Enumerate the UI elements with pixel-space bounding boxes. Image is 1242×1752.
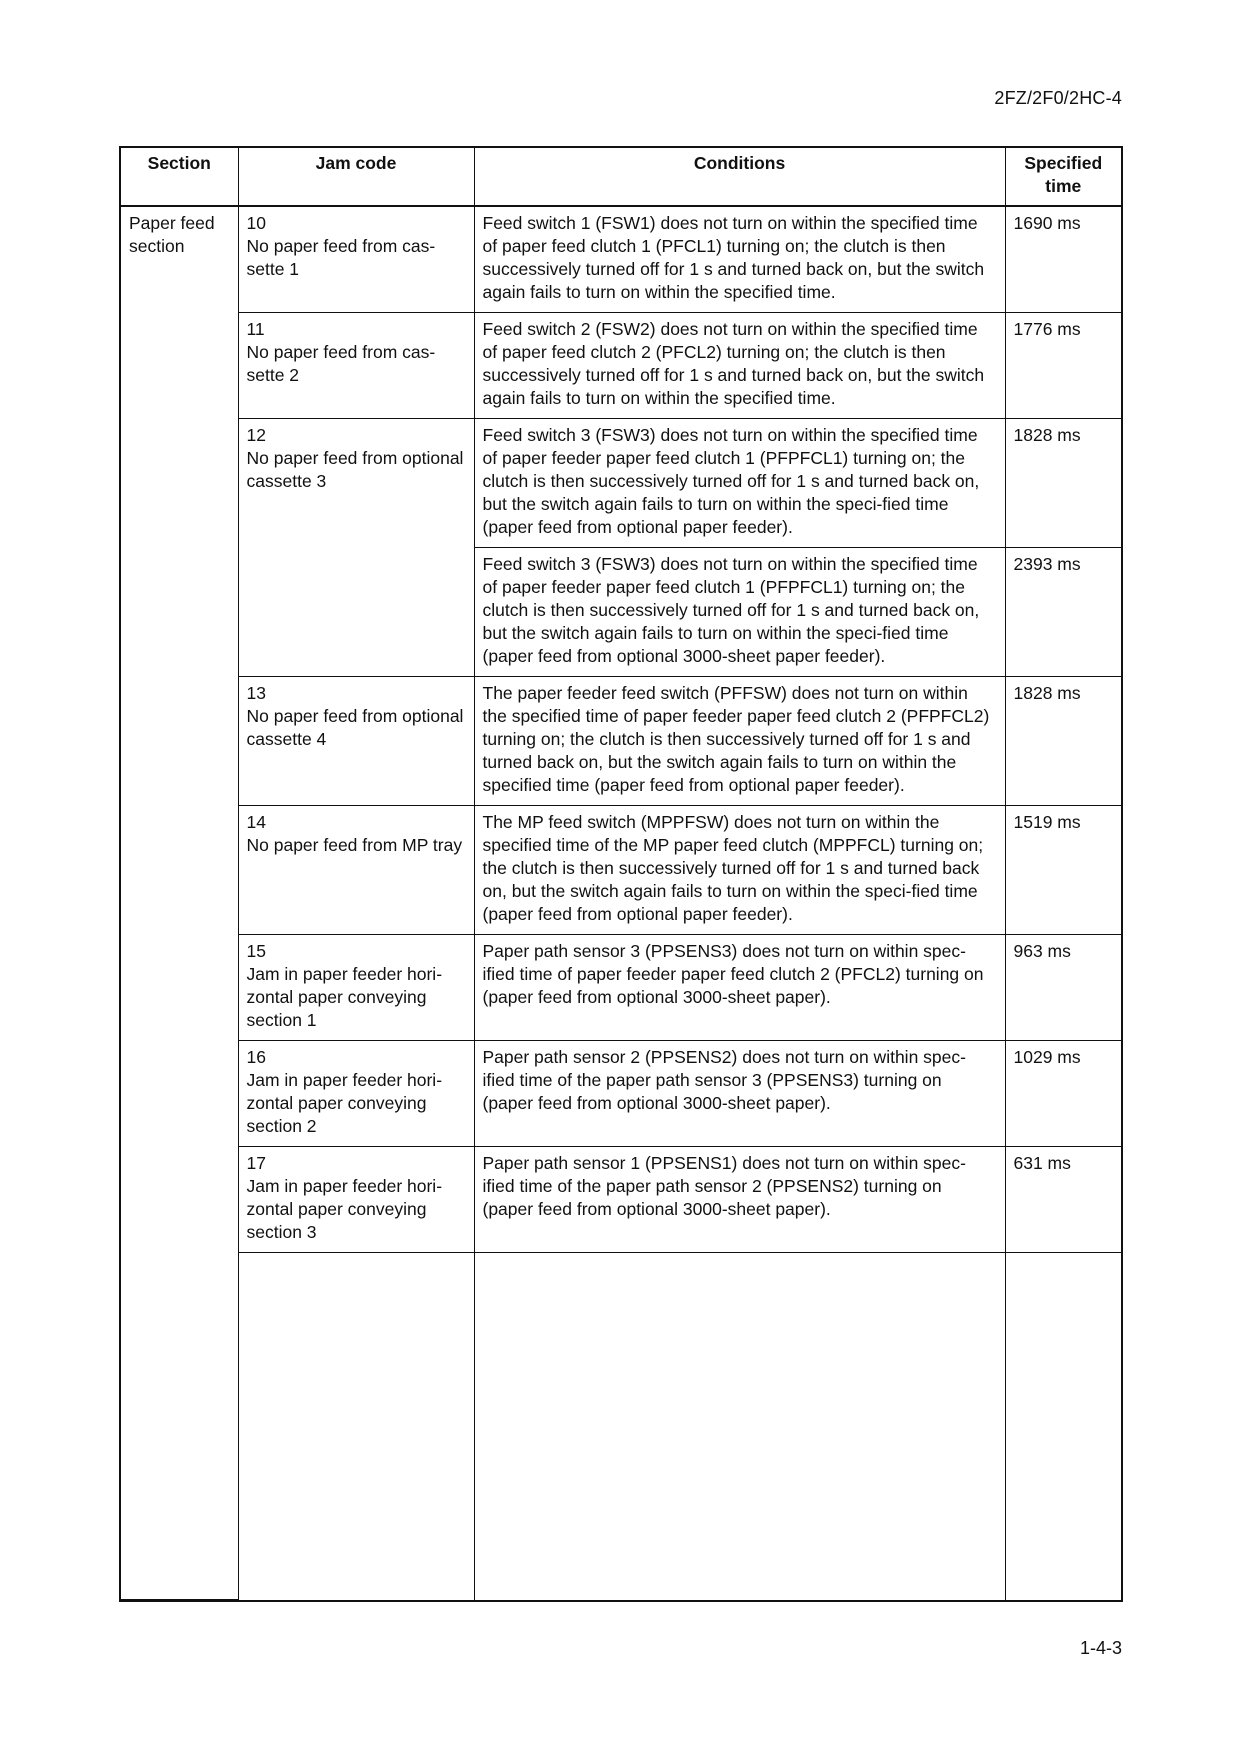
jam-code-cell bbox=[238, 1041, 474, 1147]
jam-code-cell bbox=[238, 935, 474, 1041]
conditions-cell: Paper path sensor 2 (PPSENS2) does not turn on within spec-ified time of the paper path sensor 3 (PPSENS3) turning on (paper feed from optional 3000-sheet paper). bbox=[474, 1041, 1005, 1147]
jam-code-number: 10 bbox=[246, 213, 266, 233]
specified-time-cell: 1776 ms bbox=[1005, 313, 1121, 419]
table-row bbox=[121, 419, 1121, 548]
jam-code-table bbox=[121, 148, 1121, 1600]
table-row bbox=[121, 677, 1121, 806]
filler-cell bbox=[474, 1253, 1005, 1600]
specified-time-cell: 1029 ms bbox=[1005, 1041, 1121, 1147]
jam-code-description: No paper feed from cas-sette 1 bbox=[246, 236, 436, 279]
table-row bbox=[121, 1041, 1121, 1147]
conditions-cell: The MP feed switch (MPPFSW) does not turn on within the specified time of the MP paper feed clutch (MPPFCL) turning on; the clutch is then successively turned off for 1 s and turned back on, but the switch again fails to turn on within the speci-fied time (paper feed from optional paper feeder). bbox=[474, 806, 1005, 935]
jam-code-cell bbox=[238, 419, 474, 677]
jam-code-description: No paper feed from MP tray bbox=[246, 835, 463, 855]
conditions-cell: Feed switch 2 (FSW2) does not turn on within the specified time of paper feed clutch 2 (PFCL2) turning on; the clutch is then successively turned off for 1 s and turned back on, but the switch again fails to turn on within the specified time. bbox=[474, 313, 1005, 419]
jam-code-cell bbox=[238, 677, 474, 806]
column-header-specified-time: Specified time bbox=[1005, 148, 1121, 206]
jam-code-description: Jam in paper feeder hori-zontal paper conveying section 2 bbox=[246, 1070, 443, 1136]
conditions-cell: Feed switch 3 (FSW3) does not turn on within the specified time of paper feeder paper feed clutch 1 (PFPFCL1) turning on; the clutch is then successively turned off for 1 s and turned back on, but the switch again fails to turn on within the speci-fied time (paper feed from optional 3000-sheet paper feeder). bbox=[474, 548, 1005, 677]
table-header-row bbox=[121, 148, 1121, 206]
table-body bbox=[121, 206, 1121, 1600]
specified-time-cell: 631 ms bbox=[1005, 1147, 1121, 1253]
jam-code-table-frame bbox=[119, 146, 1123, 1602]
table-row bbox=[121, 1147, 1121, 1253]
filler-cell bbox=[238, 1253, 474, 1600]
filler-cell bbox=[1005, 1253, 1121, 1600]
table-row bbox=[121, 313, 1121, 419]
jam-code-cell bbox=[238, 313, 474, 419]
jam-code-number: 17 bbox=[246, 1153, 266, 1173]
jam-code-number: 12 bbox=[246, 425, 266, 445]
jam-code-description: No paper feed from optional cassette 4 bbox=[246, 706, 464, 749]
conditions-cell: Paper path sensor 1 (PPSENS1) does not turn on within spec-ified time of the paper path sensor 2 (PPSENS2) turning on (paper feed from optional 3000-sheet paper). bbox=[474, 1147, 1005, 1253]
conditions-cell: Feed switch 3 (FSW3) does not turn on within the specified time of paper feeder paper feed clutch 1 (PFPFCL1) turning on; the clutch is then successively turned off for 1 s and turned back on, but the switch again fails to turn on within the speci-fied time (paper feed from optional paper feeder). bbox=[474, 419, 1005, 548]
table-row bbox=[121, 935, 1121, 1041]
specified-time-cell: 1828 ms bbox=[1005, 677, 1121, 806]
column-header-jam-code: Jam code bbox=[238, 148, 474, 206]
column-header-conditions: Conditions bbox=[474, 148, 1005, 206]
table-row bbox=[121, 206, 1121, 313]
section-cell: Paper feed section bbox=[121, 206, 238, 1600]
jam-code-number: 15 bbox=[246, 941, 266, 961]
jam-code-number: 11 bbox=[246, 319, 265, 339]
specified-time-cell: 1690 ms bbox=[1005, 206, 1121, 313]
specified-time-cell: 1519 ms bbox=[1005, 806, 1121, 935]
jam-code-cell bbox=[238, 806, 474, 935]
jam-code-number: 16 bbox=[246, 1047, 266, 1067]
jam-code-description: No paper feed from cas-sette 2 bbox=[246, 342, 436, 385]
specified-time-cell: 1828 ms bbox=[1005, 419, 1121, 548]
jam-code-description: No paper feed from optional cassette 3 bbox=[246, 448, 464, 491]
conditions-cell: The paper feeder feed switch (PFFSW) does not turn on within the specified time of paper feeder paper feed clutch 2 (PFPFCL2) turning on; the clutch is then successively turned off for 1 s and turned back on, but the switch again fails to turn on within the specified time (paper feed from optional paper feeder). bbox=[474, 677, 1005, 806]
jam-code-cell bbox=[238, 206, 474, 313]
page-number: 1-4-3 bbox=[1079, 1638, 1122, 1658]
jam-code-description: Jam in paper feeder hori-zontal paper conveying section 3 bbox=[246, 1176, 443, 1242]
jam-code-cell bbox=[238, 1147, 474, 1253]
table-filler-row bbox=[121, 1253, 1121, 1600]
column-header-section: Section bbox=[121, 148, 238, 206]
jam-code-number: 14 bbox=[246, 812, 266, 832]
conditions-cell: Paper path sensor 3 (PPSENS3) does not turn on within spec-ified time of paper feeder paper feed clutch 2 (PFCL2) turning on (paper feed from optional 3000-sheet paper). bbox=[474, 935, 1005, 1041]
document-id: 2FZ/2F0/2HC-4 bbox=[994, 88, 1122, 108]
table-row bbox=[121, 806, 1121, 935]
jam-code-number: 13 bbox=[246, 683, 266, 703]
specified-time-cell: 2393 ms bbox=[1005, 548, 1121, 677]
conditions-cell: Feed switch 1 (FSW1) does not turn on within the specified time of paper feed clutch 1 (PFCL1) turning on; the clutch is then successively turned off for 1 s and turned back on, but the switch again fails to turn on within the specified time. bbox=[474, 206, 1005, 313]
jam-code-description: Jam in paper feeder hori-zontal paper conveying section 1 bbox=[246, 964, 443, 1030]
specified-time-cell: 963 ms bbox=[1005, 935, 1121, 1041]
